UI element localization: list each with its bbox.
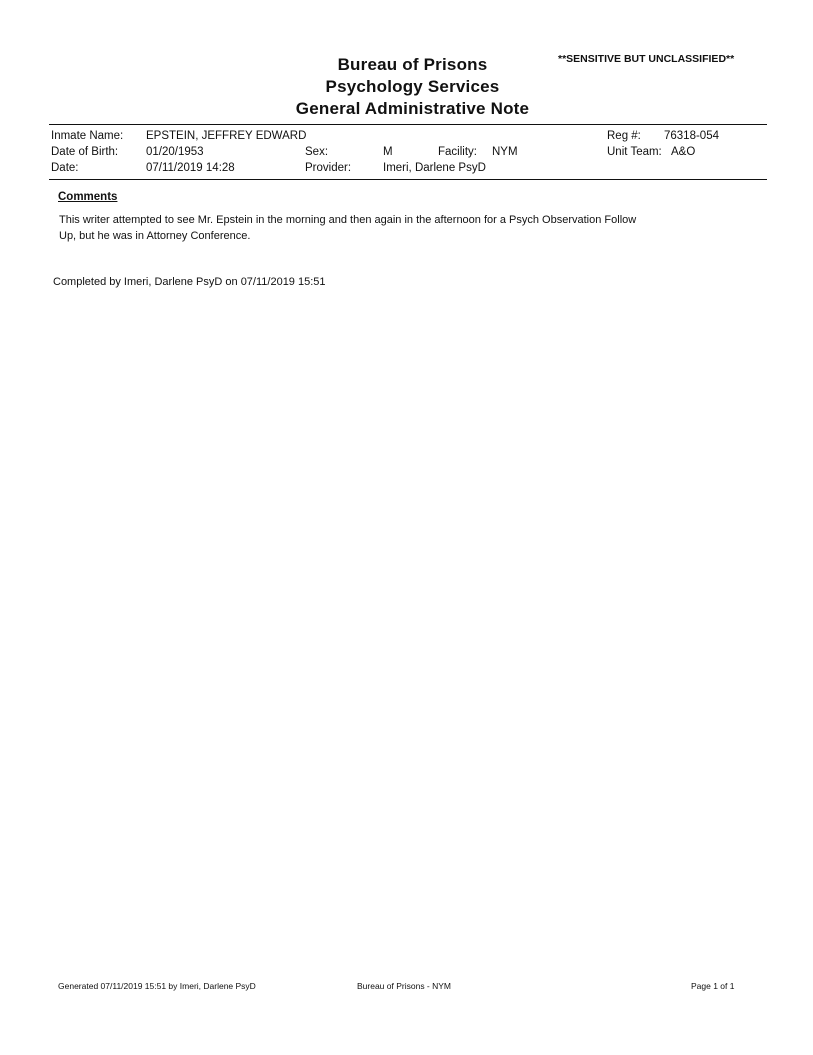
- provider-value: Imeri, Darlene PsyD: [383, 162, 486, 174]
- facility-value: NYM: [492, 146, 518, 158]
- footer-page-number: Page 1 of 1: [691, 981, 735, 991]
- reg-number-label: Reg #:: [607, 130, 641, 142]
- date-value: 07/11/2019 14:28: [146, 162, 235, 174]
- provider-label: Provider:: [305, 162, 352, 174]
- comment-text-line-1: This writer attempted to see Mr. Epstein in the morning and then again in the afternoon for a Psych Observation Follow: [59, 214, 637, 226]
- completed-by-line: Completed by Imeri, Darlene PsyD on 07/11/2019 15:51: [53, 276, 326, 288]
- facility-label: Facility:: [438, 146, 477, 158]
- footer-generated: Generated 07/11/2019 15:51 by Imeri, Darlene PsyD: [58, 981, 256, 991]
- note-type-title: General Administrative Note: [295, 99, 530, 118]
- classification-marking: **SENSITIVE BUT UNCLASSIFIED**: [558, 53, 735, 65]
- document-title: Bureau of Prisons: [337, 55, 488, 74]
- dob-label: Date of Birth:: [51, 146, 119, 158]
- header-divider-bottom: [49, 179, 767, 180]
- sex-label: Sex:: [305, 146, 329, 158]
- comments-heading: Comments: [58, 191, 118, 203]
- inmate-name-value: EPSTEIN, JEFFREY EDWARD: [146, 130, 307, 142]
- unit-team-value: A&O: [671, 146, 696, 158]
- header-divider-top: [49, 124, 767, 125]
- dob-value: 01/20/1953: [146, 146, 204, 158]
- unit-team-label: Unit Team:: [607, 146, 662, 158]
- document-subtitle: Psychology Services: [325, 77, 500, 96]
- inmate-name-label: Inmate Name:: [51, 130, 124, 142]
- comment-text-line-2: Up, but he was in Attorney Conference.: [59, 230, 251, 242]
- date-label: Date:: [51, 162, 79, 174]
- sex-value: M: [383, 146, 393, 158]
- reg-number-value: 76318-054: [664, 130, 719, 142]
- footer-source: Bureau of Prisons - NYM: [357, 981, 452, 991]
